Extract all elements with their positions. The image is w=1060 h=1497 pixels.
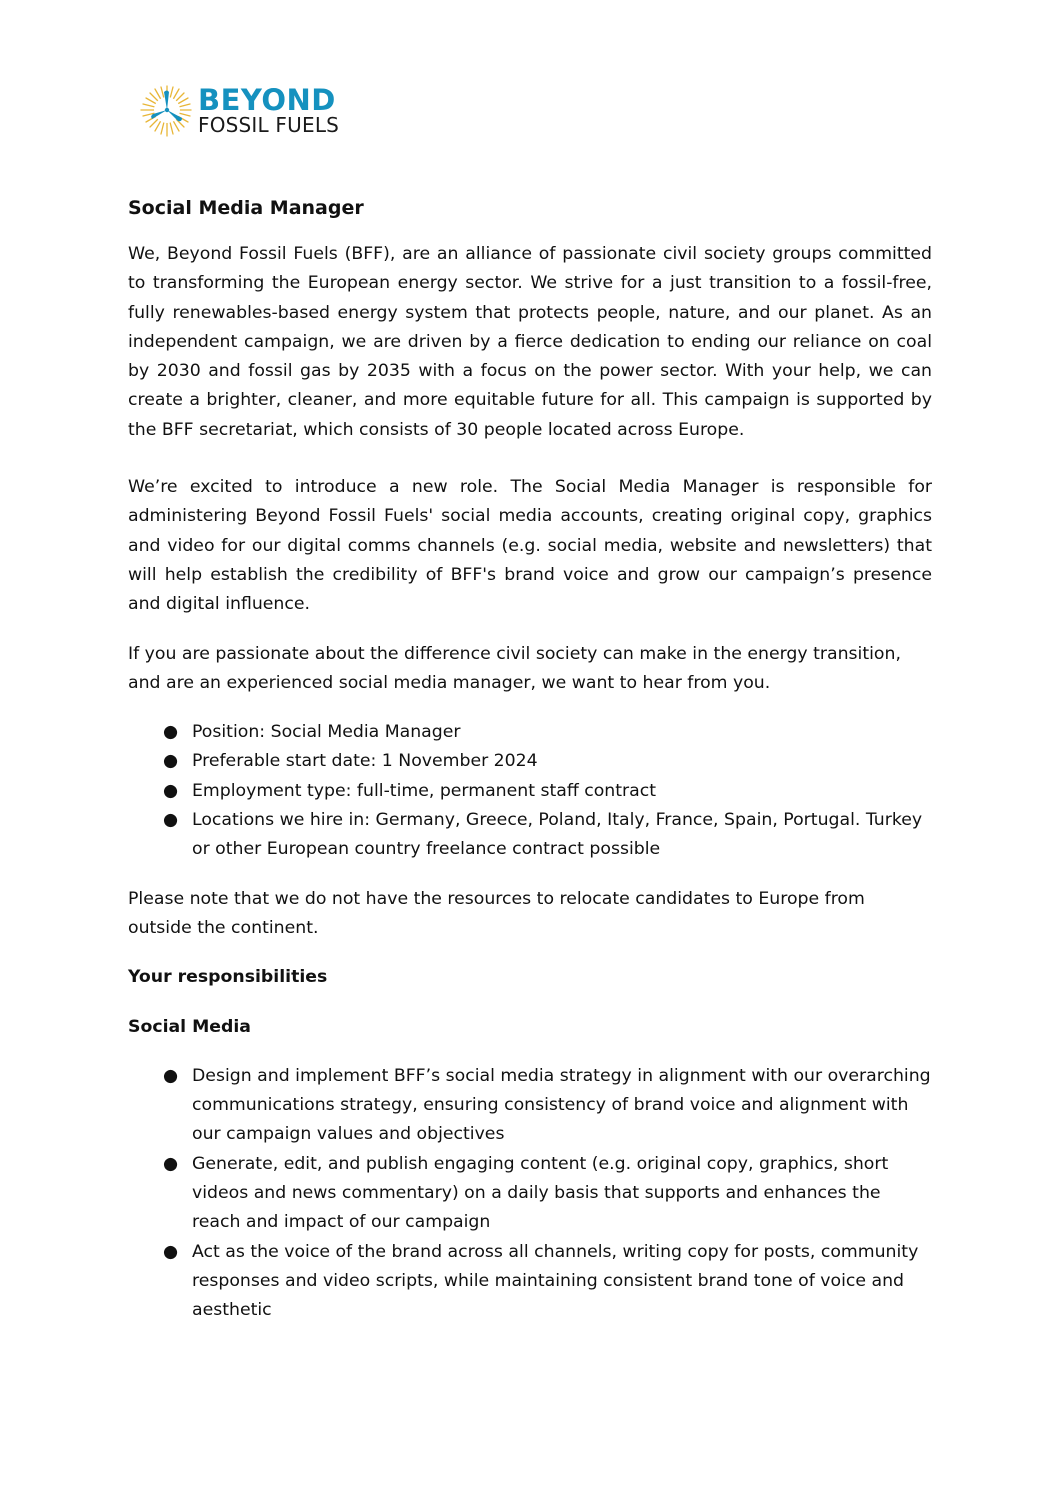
bullet-icon: ● [163,1065,179,1086]
social-media-list [128,1062,932,1326]
document-body [128,194,932,1346]
list-item [128,1150,932,1238]
intro-paragraph: We, Beyond Fossil Fuels (BFF), are an alliance of passionate civil society groups committed to transforming the European energy sector. We strive for a just transition to a fossil-free, fully renewables-based energy system that protects people, nature, and our planet. As an independent campaign, we are driven by a fierce dedication to ending our reliance on coal by 2030 and fossil gas by 2035 with a focus on the power sector. With your help, we can create a brighter, cleaner, and more equitable future for all. This campaign is supported by the BFF secretariat, which consists of 30 people located across Europe. [128,244,932,440]
bullet-icon: ● [163,780,179,801]
bullet-icon: ● [163,1241,179,1262]
list-item-text: Preferable start date: 1 November 2024 [192,751,538,772]
list-item-text: Design and implement BFF’s social media strategy in alignment with our overarching communications strategy, ensuring consistency of brand voice and alignment with our campaign values and objectives [192,1065,931,1145]
list-item-text: Position: Social Media Manager [192,722,461,743]
responsibilities-heading: Your responsibilities [128,967,328,988]
list-item-text: Locations we hire in: Germany, Greece, Poland, Italy, France, Spain, Portugal. Turkey or other European country freelance contract possible [192,810,923,860]
wind-turbine-sun-icon [137,84,195,140]
list-item [128,747,932,776]
bff-logo [137,84,357,140]
note-paragraph: Please note that we do not have the resources to relocate candidates to Europe from outside the continent. [128,888,865,938]
list-item-text: Generate, edit, and publish engaging content (e.g. original copy, graphics, short videos and news commentary) on a daily basis that supports and enhances the reach and impact of our campaign [192,1153,889,1233]
logo-wordmark-fossil-fuels: FOSSIL FUELS [198,113,340,137]
page-title: Social Media Manager [128,197,364,219]
list-item-text: Employment type: full-time, permanent staff contract [192,780,657,801]
details-list [128,718,932,864]
list-item [128,777,932,806]
list-item-text: Act as the voice of the brand across all channels, writing copy for posts, community responses and video scripts, while maintaining consistent brand tone of voice and aesthetic [192,1241,919,1321]
list-item [128,806,932,865]
list-item [128,1062,932,1150]
passion-paragraph: If you are passionate about the difference civil society can make in the energy transition, and are an experienced social media manager, we want to hear from you. [128,643,901,693]
list-item [128,718,932,747]
social-media-heading: Social Media [128,1016,251,1037]
logo-wordmark-beyond: BEYOND [198,83,336,117]
bullet-icon: ● [163,722,179,743]
bullet-icon: ● [163,1153,179,1174]
bullet-icon: ● [163,751,179,772]
role-paragraph: We’re excited to introduce a new role. The Social Media Manager is responsible for administering Beyond Fossil Fuels' social media accounts, creating original copy, graphics and video for our digital comms channels (e.g. social media, website and newsletters) that will help establish the credibility of BFF's brand voice and grow our campaign’s presence and digital influence. [128,477,932,615]
list-item [128,1238,932,1326]
bullet-icon: ● [163,810,179,831]
